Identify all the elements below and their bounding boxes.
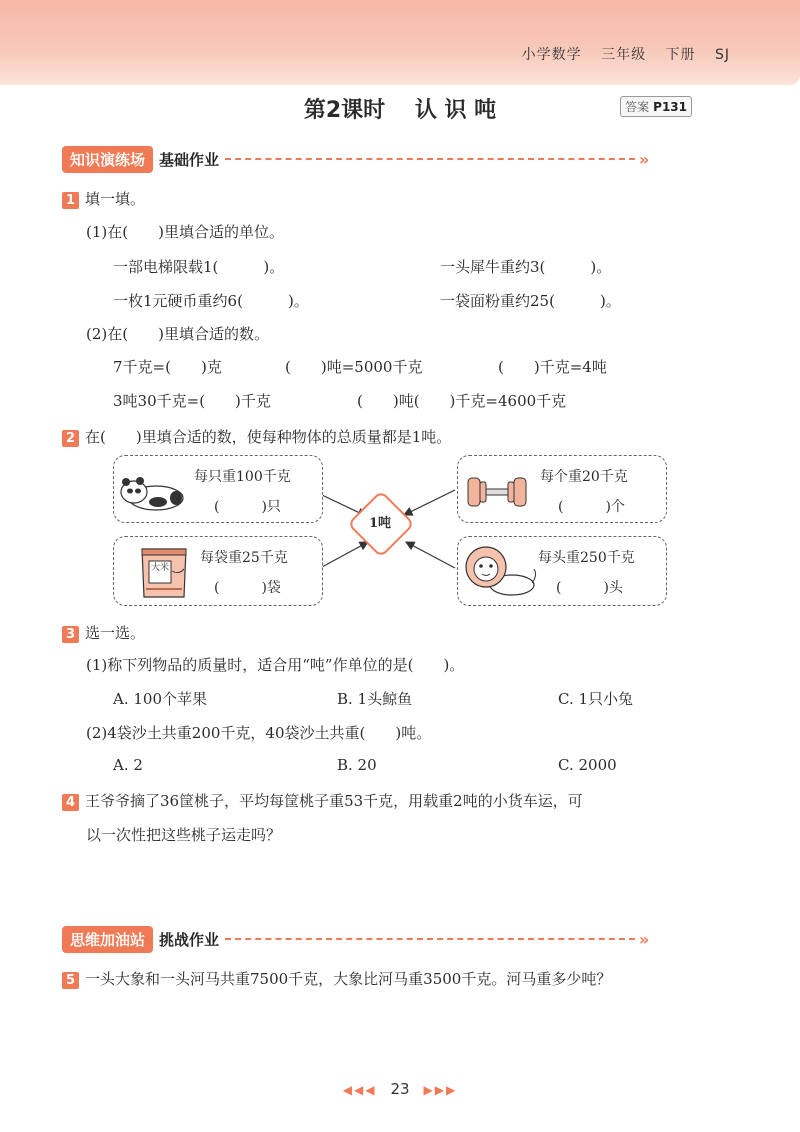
q1-item-f: ( )吨=5000千克 bbox=[285, 358, 423, 376]
q1-item-g: ( )千克=4吨 bbox=[498, 358, 607, 376]
q1-part2: (2)在( )里填合适的数。 bbox=[86, 325, 269, 343]
q3-p2-option-b: B. 20 bbox=[337, 756, 377, 774]
double-chevron-icon: » bbox=[639, 149, 650, 169]
header-volume: 下册 bbox=[665, 47, 696, 63]
lion-answer: ( )头 bbox=[556, 580, 623, 596]
q1-item-i: ( )吨( )千克=4600千克 bbox=[357, 392, 567, 410]
q1-title: 填一填。 bbox=[85, 190, 146, 208]
double-chevron-icon: » bbox=[639, 929, 650, 949]
bag-answer: ( )袋 bbox=[214, 580, 281, 596]
q3-p2-option-c: C. 2000 bbox=[558, 756, 617, 774]
q5-line1: 一头大象和一头河马共重7500千克，大象比河马重3500千克。河马重多少吨？ bbox=[85, 970, 612, 988]
q2-title: 在( )里填合适的数，使每种物体的总质量都是1吨。 bbox=[85, 428, 452, 446]
q4-line2: 以一次性把这些桃子运走吗？ bbox=[86, 826, 282, 844]
rice-bag-label: 大米 bbox=[150, 563, 169, 573]
q3-title: 选一选。 bbox=[85, 624, 146, 642]
q1-item-b: 一头犀牛重约3( )。 bbox=[440, 258, 612, 276]
q2-number: 2 bbox=[62, 430, 79, 447]
dumbbell-weight: 每个重20千克 bbox=[540, 469, 628, 485]
panda-weight: 每只重100千克 bbox=[194, 469, 291, 485]
q1-number: 1 bbox=[62, 192, 79, 209]
panda-icon bbox=[118, 470, 186, 514]
q3-heading bbox=[62, 622, 145, 643]
q3-p2-option-a: A. 2 bbox=[113, 756, 143, 774]
q3-part1: (1)称下列物品的质量时，适合用“吨”作单位的是( )。 bbox=[86, 656, 465, 674]
section-subtitle: 挑战作业 bbox=[159, 930, 220, 949]
center-label: 1吨 bbox=[368, 516, 392, 531]
lion-icon bbox=[462, 541, 538, 601]
q1-item-e: 7千克=( )克 bbox=[113, 358, 222, 376]
page-number: 23 bbox=[390, 1080, 410, 1098]
q1-item-a: 一部电梯限载1( )。 bbox=[113, 258, 285, 276]
dumbbell-card bbox=[457, 455, 667, 523]
left-arrows-icon: ◀◀◀ bbox=[342, 1083, 377, 1097]
section-subtitle: 基础作业 bbox=[159, 150, 220, 169]
q5-heading bbox=[62, 968, 611, 989]
section-tag: 思维加油站 bbox=[62, 926, 153, 953]
lion-weight: 每头重250千克 bbox=[538, 550, 635, 566]
panda-answer: ( )只 bbox=[214, 499, 281, 515]
q3-p1-option-c: C. 1只小兔 bbox=[558, 690, 634, 708]
header-grade: 三年级 bbox=[601, 47, 647, 63]
lesson-topic: 认 识 吨 bbox=[414, 98, 497, 123]
header-subject: 小学数学 bbox=[521, 47, 582, 63]
lesson-number: 第2课时 bbox=[303, 98, 386, 123]
q1-item-d: 一袋面粉重约25( )。 bbox=[440, 292, 621, 310]
lion-card bbox=[457, 536, 667, 606]
q3-p1-option-b: B. 1头鲸鱼 bbox=[337, 690, 413, 708]
right-arrows-icon: ▶▶▶ bbox=[423, 1083, 458, 1097]
bag-weight: 每袋重25千克 bbox=[200, 550, 288, 566]
q3-part2: (2)4袋沙土共重200千克，40袋沙土共重( )吨。 bbox=[86, 724, 432, 742]
dumbbell-icon bbox=[466, 474, 528, 510]
rice-bag-card bbox=[113, 536, 323, 606]
q1-item-h: 3吨30千克=( )千克 bbox=[113, 392, 271, 410]
answer-label: 答案 bbox=[625, 100, 650, 114]
q3-number: 3 bbox=[62, 626, 79, 643]
panda-card bbox=[113, 455, 323, 523]
section-divider bbox=[225, 938, 635, 940]
q5-number: 5 bbox=[62, 972, 79, 989]
q4-line1: 王爷爷摘了36筐桃子，平均每筐桃子重53千克，用载重2吨的小货车运，可 bbox=[85, 792, 583, 810]
header-edition: SJ bbox=[714, 47, 730, 63]
section-tag: 知识演练场 bbox=[62, 146, 153, 173]
q4-heading bbox=[62, 790, 583, 811]
page-footer bbox=[0, 1080, 800, 1098]
q4-number: 4 bbox=[62, 794, 79, 811]
q1-item-c: 一枚1元硬币重约6( )。 bbox=[113, 292, 309, 310]
q3-p1-option-a: A. 100个苹果 bbox=[113, 690, 207, 708]
section-challenge bbox=[62, 926, 649, 952]
q1-part1: (1)在( )里填合适的单位。 bbox=[86, 223, 284, 241]
dumbbell-answer: ( )个 bbox=[558, 499, 625, 515]
answer-page: P131 bbox=[653, 100, 687, 114]
